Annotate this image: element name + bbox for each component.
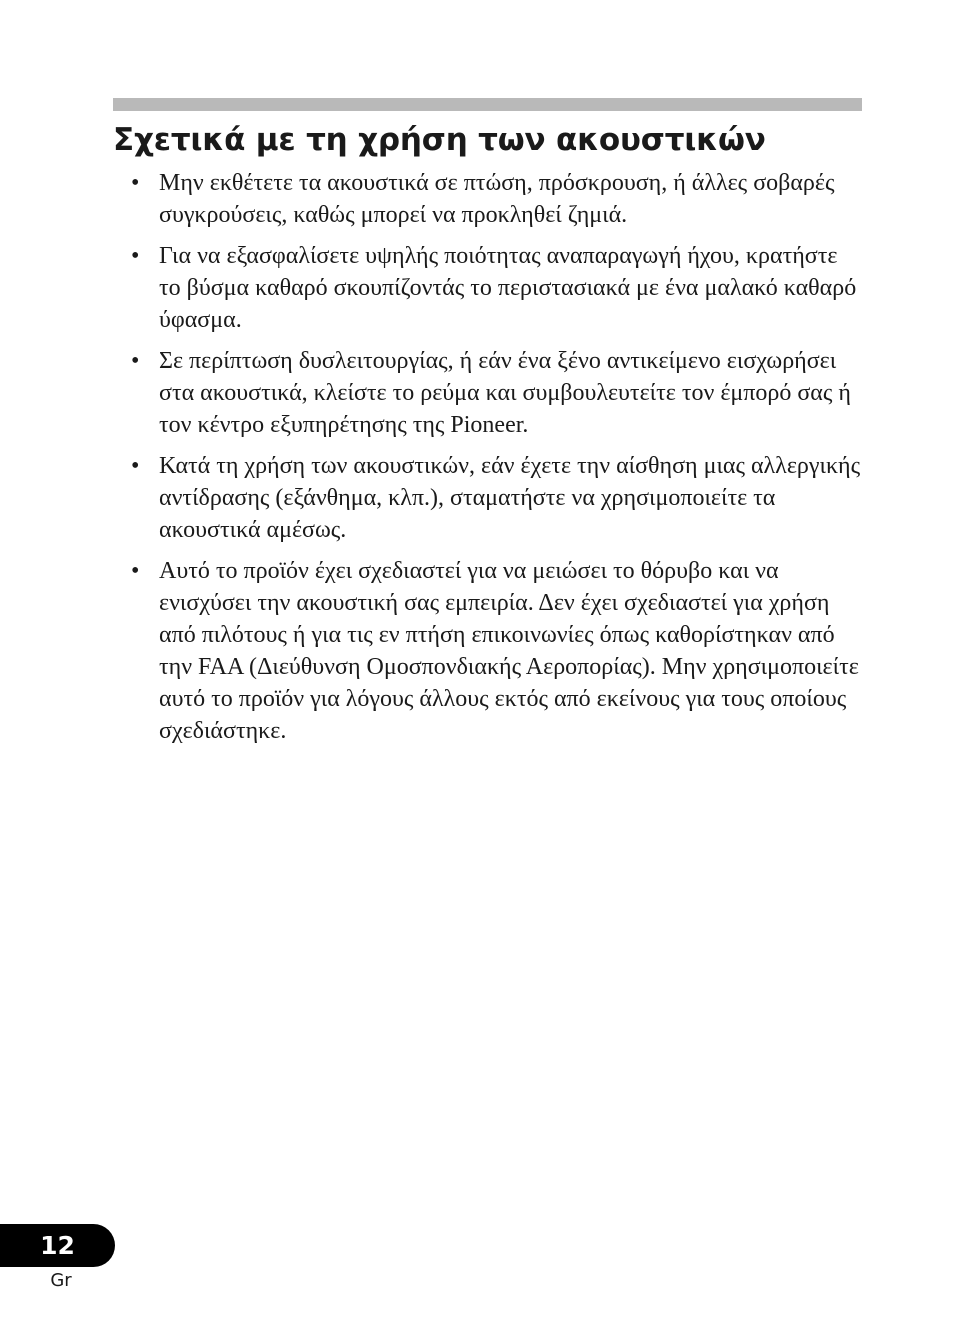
- list-item: [113, 167, 865, 231]
- list-item: [113, 450, 865, 546]
- language-code: Gr: [50, 1270, 72, 1291]
- list-item-text: Αυτό το προϊόν έχει σχεδιαστεί για να μειώσει το θόρυβο και να ενισχύσει την ακουστική σας εμπειρία. Δεν έχει σχεδιαστεί για χρήση από πιλότους ή για τις εν πτήση επικοινωνίες όπως καθορίστηκαν από την FAA (Διεύθυνση Ομοσπονδιακής Αεροπορίας). Μην χρησιμοποιείτε αυτό το προϊόν για λόγους άλλους εκτός από εκείνους για τους οποίους σχεδιάστηκε.: [159, 558, 859, 744]
- list-item-text: Μην εκθέτετε τα ακουστικά σε πτώση, πρόσκρουση, ή άλλες σοβαρές συγκρούσεις, καθώς μπορεί να προκληθεί ζημιά.: [159, 170, 835, 228]
- list-item-text: Για να εξασφαλίσετε υψηλής ποιότητας αναπαραγωγή ήχου, κρατήστε το βύσμα καθαρό σκουπίζοντάς το περιστασιακά με ένα μαλακό καθαρό ύφασμα.: [159, 243, 857, 333]
- list-item-text: Κατά τη χρήση των ακουστικών, εάν έχετε την αίσθηση μιας αλλεργικής αντίδρασης (εξάνθημα, κλπ.), σταματήστε να χρησιμοποιείτε τα ακουστικά αμέσως.: [159, 453, 861, 543]
- bullet-list: [113, 167, 865, 756]
- list-item: [113, 555, 865, 747]
- bullet-icon: •: [131, 348, 140, 374]
- bullet-icon: •: [131, 170, 140, 196]
- section-title: Σχετικά με τη χρήση των ακουστικών: [113, 122, 766, 158]
- list-item: [113, 345, 865, 441]
- bullet-icon: •: [131, 453, 140, 479]
- bullet-icon: •: [131, 558, 140, 584]
- page-number-tab: [0, 1224, 115, 1267]
- section-divider-bar: [113, 98, 862, 111]
- list-item-text: Σε περίπτωση δυσλειτουργίας, ή εάν ένα ξένο αντικείμενο εισχωρήσει στα ακουστικά, κλείστε το ρεύμα και συμβουλευτείτε τον έμπορό σας ή τον κέντρο εξυπηρέτησης της Pioneer.: [159, 348, 851, 438]
- bullet-icon: •: [131, 243, 140, 269]
- list-item: [113, 240, 865, 336]
- page-number: 12: [40, 1231, 75, 1260]
